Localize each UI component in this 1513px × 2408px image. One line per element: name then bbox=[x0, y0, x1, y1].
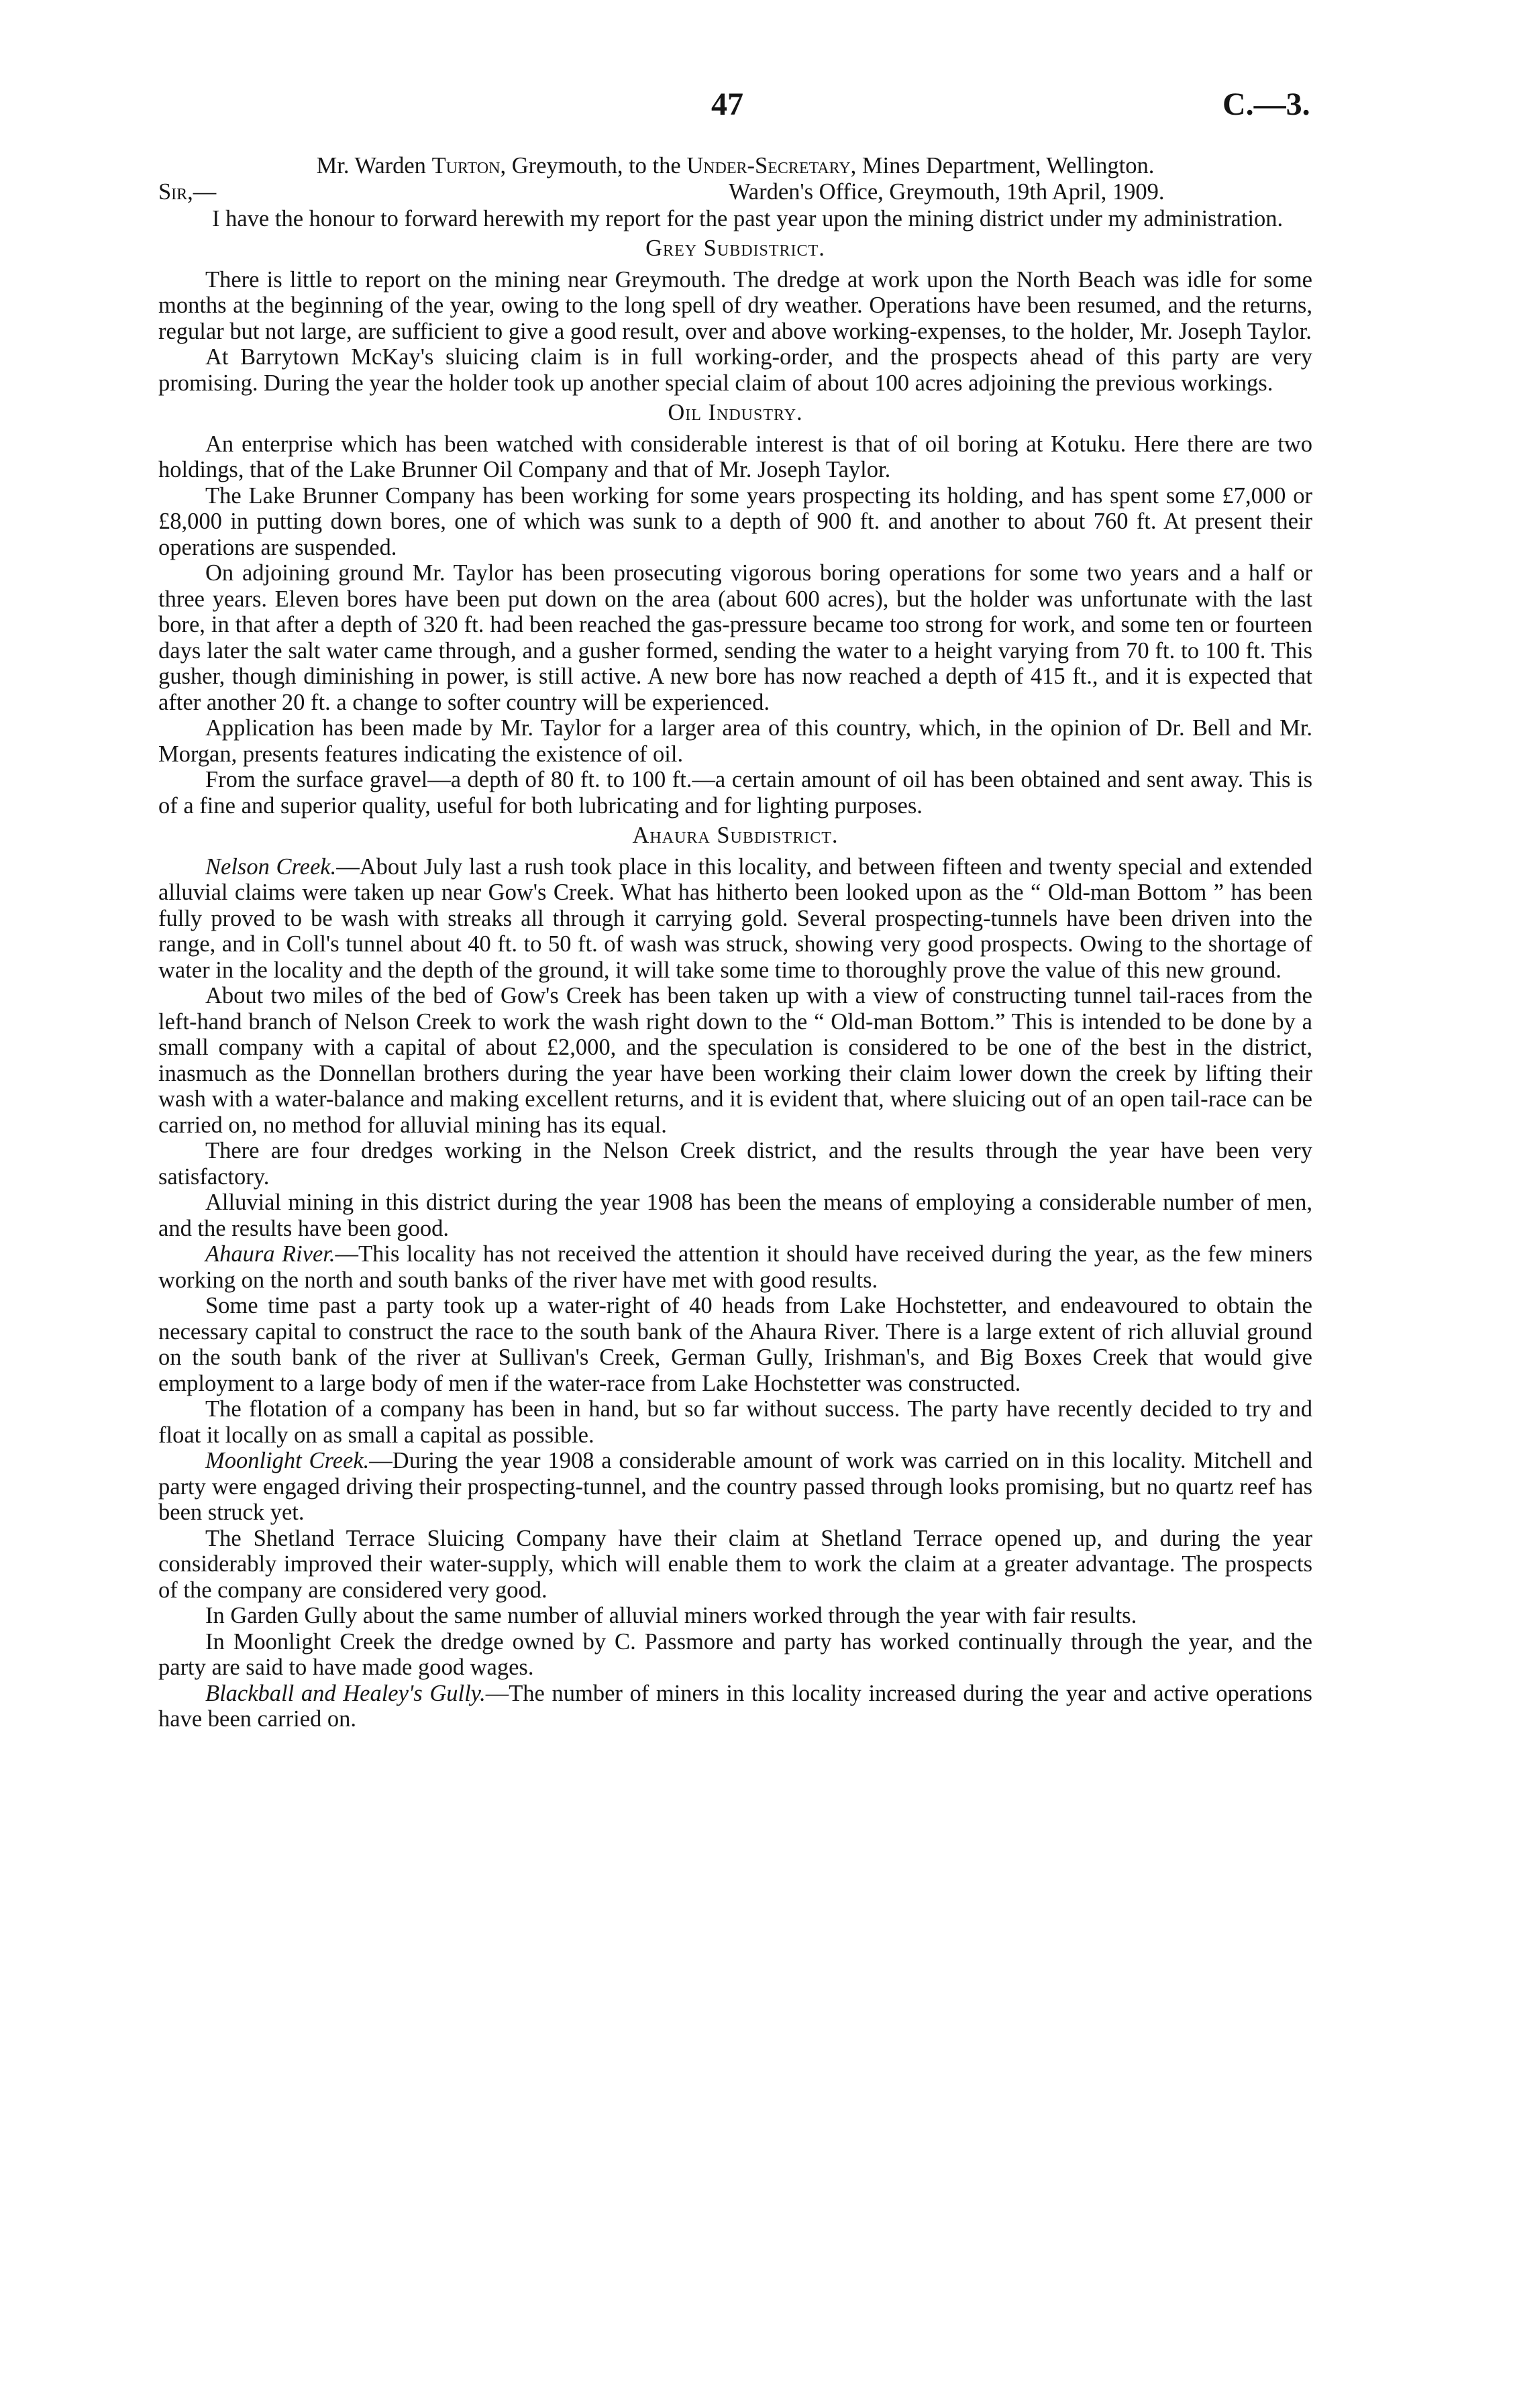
oil-paragraph-1: An enterprise which has been watched with considerable interest is that of oil boring at Kotuku. Here there are two holdings, that of the Lake Brunner Oil Company and that of Mr. Joseph Taylor. bbox=[158, 431, 1312, 482]
paragraph-text: —The number of miners in this locality increased during the year and active operations have been carried on. bbox=[158, 1680, 1312, 1732]
section-heading-ahaura: Ahaura Subdistrict. bbox=[632, 823, 839, 848]
oil-paragraph-5: From the surface gravel—a depth of 80 ft. to 100 ft.—a certain amount of oil has been obtained and sent away. This is of a fine and superior quality, useful for both lubricating and for lighting purposes. bbox=[158, 767, 1312, 819]
locality-label: Ahaura River. bbox=[205, 1241, 335, 1267]
paragraph-text: —During the year 1908 a considerable amount of work was carried on in this locality. Mitchell and party were engaged driving their prospecting-tunnel, and the country passed through looks promising, but no quartz reef has been struck yet. bbox=[158, 1448, 1312, 1525]
locality-label: Moonlight Creek. bbox=[205, 1448, 370, 1473]
salutation-row bbox=[158, 179, 1312, 206]
section-heading-oil: Oil Industry. bbox=[668, 400, 803, 425]
section-heading-grey: Grey Subdistrict. bbox=[645, 235, 825, 261]
ahaura-paragraph-4: Alluvial mining in this district during the year 1908 has been the means of employing a considerable number of men, and the results have been good. bbox=[158, 1190, 1312, 1241]
page-number: 47 bbox=[711, 87, 743, 122]
oil-paragraph-4: Application has been made by Mr. Taylor for a larger area of this country, which, in the opinion of Dr. Bell and Mr. Morgan, presents features indicating the existence of oil. bbox=[158, 715, 1312, 767]
salutation: Sir,— bbox=[158, 178, 217, 205]
ahaura-paragraph-10: In Garden Gully about the same number of alluvial miners worked through the year with fair results. bbox=[205, 1603, 1137, 1628]
document-reference: C.—3. bbox=[1222, 87, 1310, 122]
locality-label: Nelson Creek. bbox=[205, 853, 337, 880]
locality-label: Blackball and Healey's Gully. bbox=[205, 1680, 486, 1706]
oil-paragraph-3: On adjoining ground Mr. Taylor has been prosecuting vigorous boring operations for some two years and a half or three years. Eleven bores have been put down on the area (about 600 acres), but the holder was unfortunate with the last bore, in that after a depth of 320 ft. had been reached the gas-pressure became too strong for work, and some ten or fourteen days later the salt water came through, and a gusher formed, sending the water to a height varying from 70 ft. to 100 ft. This gusher, though diminishing in power, is still active. A new bore has now reached a depth of 415 ft., and it is expected that after another 20 ft. a change to softer country will be experienced. bbox=[158, 560, 1312, 715]
dateline: Warden's Office, Greymouth, 19th April, 1909. bbox=[729, 178, 1165, 205]
grey-paragraph-2: At Barrytown McKay's sluicing claim is in full working-order, and the prospects ahead of this party are very promising. During the year the holder took up another special claim of about 100 acres adjoining the previous workings. bbox=[158, 344, 1312, 396]
ahaura-paragraph-3: There are four dredges working in the Nelson Creek district, and the results through the year have been very satisfactory. bbox=[158, 1138, 1312, 1190]
ahaura-paragraph-9: The Shetland Terrace Sluicing Company have their claim at Shetland Terrace opened up, and during the year considerably improved their water-supply, which will enable them to work the claim at a greater advantage. The prospects of the company are considered very good. bbox=[158, 1525, 1312, 1603]
ahaura-paragraph-2: About two miles of the bed of Gow's Creek has been taken up with a view of constructing tunnel tail-races from the left-hand branch of Nelson Creek to work the wash right down to the “ Old-man Bottom.” This is intended to be done by a small company with a capital of about £2,000, and the speculation is considered to be one of the best in the district, inasmuch as the Donnellan brothers during the year have been working their claim lower down the creek by lifting their wash with a water-balance and making excellent returns, and it is evident that, where sluicing out of an open tail-race can be carried on, no method for alluvial mining has its equal. bbox=[158, 983, 1312, 1138]
ahaura-paragraph-5 bbox=[158, 1241, 1312, 1293]
ahaura-paragraph-11: In Moonlight Creek the dredge owned by C. Passmore and party has worked continually through the year, and the party are said to have made good wages. bbox=[158, 1628, 1312, 1680]
document-body bbox=[158, 153, 1312, 1732]
letter-from-mid: , Greymouth, to the bbox=[500, 153, 681, 178]
letter-from-prefix: Mr. Warden bbox=[316, 153, 426, 178]
letter-from-name: Turton bbox=[431, 153, 501, 178]
grey-paragraph-1: There is little to report on the mining near Greymouth. The dredge at work upon the North Beach was idle for some months at the beginning of the year, owing to the long spell of dry weather. Operations have been resumed, and the returns, regular but not large, are sufficient to give a good result, over and above working-expenses, to the holder, Mr. Joseph Taylor. bbox=[158, 266, 1312, 344]
letter-to-suffix: , Mines Department, Wellington. bbox=[850, 153, 1155, 178]
letter-to-name: Under-Secretary bbox=[686, 153, 851, 178]
ahaura-paragraph-6: Some time past a party took up a water-right of 40 heads from Lake Hochstetter, and endeavoured to obtain the necessary capital to construct the race to the south bank of the Ahaura River. There is a large extent of rich alluvial ground on the south bank of the river at Sullivan's Creek, German Gully, Irishman's, and Big Boxes Creek that would give employment to a large body of men if the water-race from Lake Hochstetter was constructed. bbox=[158, 1293, 1312, 1396]
ahaura-paragraph-7: The flotation of a company has been in hand, but so far without success. The party have recently decided to try and float it locally on as small a capital as possible. bbox=[158, 1396, 1312, 1448]
letter-heading bbox=[158, 153, 1312, 179]
ahaura-paragraph-1 bbox=[158, 854, 1312, 984]
ahaura-paragraph-8 bbox=[158, 1448, 1312, 1526]
paragraph-text: —This locality has not received the attention it should have received during the year, as the few miners working on the north and south banks of the river have met with good results. bbox=[158, 1241, 1313, 1293]
intro-paragraph: I have the honour to forward herewith my report for the past year upon the mining district under my administration. bbox=[212, 205, 1284, 231]
oil-paragraph-2: The Lake Brunner Company has been working for some years prospecting its holding, and has spent some £7,000 or £8,000 in putting down bores, one of which was sunk to a depth of 900 ft. and another to about 760 ft. At present their operations are suspended. bbox=[158, 482, 1312, 560]
paragraph-text: —About July last a rush took place in this locality, and between fifteen and twenty special and extended alluvial claims were taken up near Gow's Creek. What has hitherto been looked upon as the “ Old-man Bottom ” has been fully proved to be wash with streaks all through it carrying gold. Several prospecting-tunnels have been driven into the range, and in Coll's tunnel about 40 ft. to 50 ft. of wash was struck, showing very good prospects. Owing to the shortage of water in the locality and the depth of the ground, it will take some time to thoroughly prove the value of this new ground. bbox=[158, 853, 1312, 983]
page-header bbox=[0, 86, 1513, 140]
ahaura-paragraph-12 bbox=[158, 1681, 1312, 1732]
